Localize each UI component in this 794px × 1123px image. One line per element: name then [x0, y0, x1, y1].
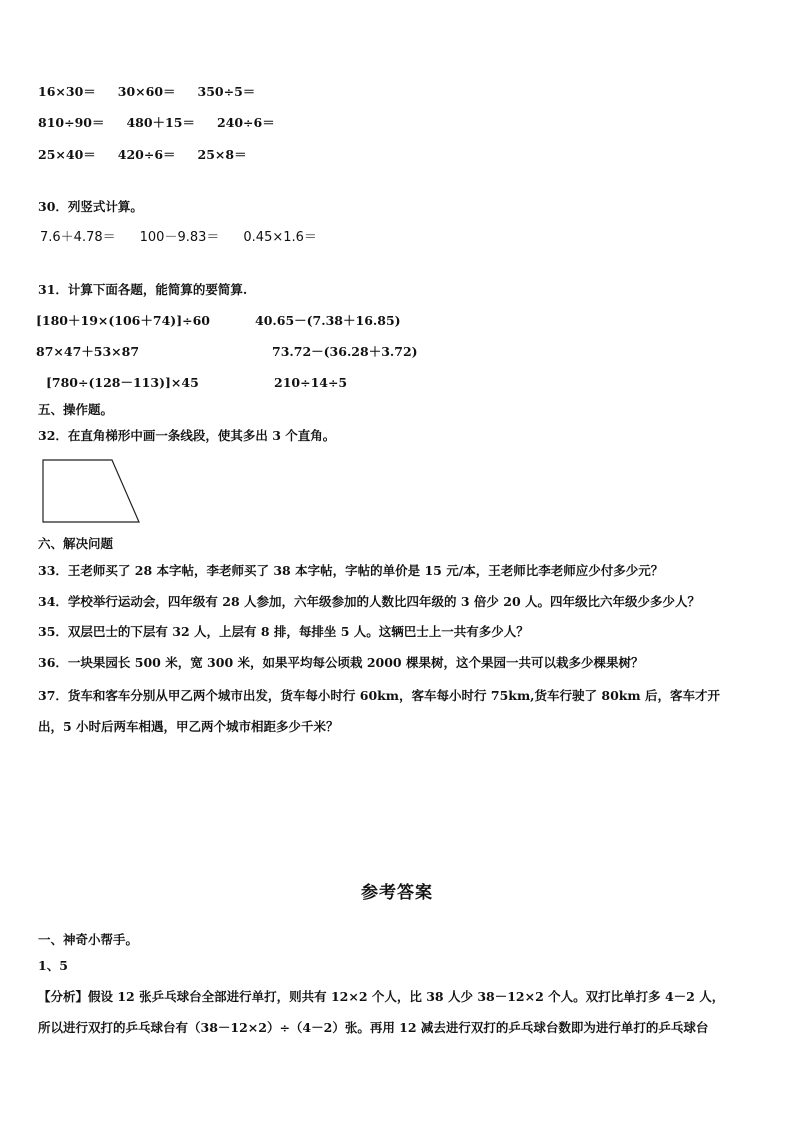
oral-item: 480＋15＝ — [126, 115, 195, 130]
q30-item: 7.6＋4.78＝ — [40, 230, 116, 245]
q31-item: 73.72－(36.28＋3.72) — [272, 344, 418, 359]
q31-item: [780÷(128－113)]×45 — [46, 375, 199, 390]
section-heading: 六、解决问题 — [38, 536, 114, 551]
problem-37-line-1: 37．货车和客车分别从甲乙两个城市出发，货车每小时行 60km，客车每小时行 75km,货车行驶了 80km 后，客车才开 — [38, 688, 721, 703]
problem-36: 36．一块果园长 500 米，宽 300 米，如果平均每公顷栽 2000 棵果树，这个果园一共可以栽多少棵果树？ — [38, 655, 644, 670]
problem-37-line-2: 出，5 小时后两车相遇，甲乙两个城市相距多少千米？ — [38, 719, 339, 734]
answer-item: 1、5 — [38, 958, 68, 973]
q31-item: 87×47＋53×87 — [36, 344, 140, 359]
answer-analysis-line-2: 所以进行双打的乒乓球台有（38－12×2）÷（4－2）张。再用 12 减去进行双打的乒乓球台数即为进行单打的乒乓球台 — [38, 1020, 709, 1035]
q30-items — [40, 230, 317, 246]
oral-item: 16×30＝ — [38, 84, 96, 99]
right-trapezoid-figure — [40, 458, 144, 526]
problem-34: 34．学校举行运动会，四年级有 28 人参加，六年级参加的人数比四年级的 3 倍少 20 人。四年级比六年级少多少人？ — [38, 594, 700, 609]
q30-item: 100－9.83＝ — [139, 230, 220, 245]
answer-analysis-line-1: 【分析】假设 12 张乒乓球台全部进行单打，则共有 12×2 个人，比 38 人少 38－12×2 个人。双打比单打多 4－2 人， — [38, 989, 725, 1004]
oral-item: 810÷90＝ — [38, 115, 105, 130]
q31-item: 210÷14÷5 — [274, 375, 348, 390]
q30-title: 30．列竖式计算。 — [38, 199, 143, 214]
section-heading: 五、操作题。 — [38, 402, 114, 417]
oral-item: 30×60＝ — [117, 84, 176, 99]
oral-row-1 — [38, 84, 255, 100]
answer-section: 一、神奇小帮手。 — [38, 932, 139, 947]
q31-title: 31．计算下面各题，能简算的要简算. — [38, 282, 248, 297]
problem-35: 35．双层巴士的下层有 32 人，上层有 8 排，每排坐 5 人。这辆巴士上一共有多少人？ — [38, 624, 529, 639]
q30-item: 0.45×1.6＝ — [243, 230, 317, 245]
problem-33: 33．王老师买了 28 本字帖，李老师买了 38 本字帖，字帖的单价是 15 元/本，王老师比李老师应少付多少元？ — [38, 563, 664, 578]
q31-item: 40.65－(7.38＋16.85) — [255, 313, 401, 328]
answer-key-heading: 参考答案 — [361, 883, 433, 903]
q32-text: 32．在直角梯形中画一条线段，使其多出 3 个直角。 — [38, 428, 336, 443]
oral-item: 25×40＝ — [38, 147, 96, 162]
oral-item: 25×8＝ — [197, 147, 247, 162]
oral-row-2 — [38, 115, 275, 131]
oral-item: 420÷6＝ — [117, 147, 176, 162]
oral-item: 350÷5＝ — [197, 84, 256, 99]
q31-item: [180＋19×(106＋74)]÷60 — [36, 313, 210, 328]
oral-row-3 — [38, 147, 247, 163]
oral-item: 240÷6＝ — [216, 115, 275, 130]
